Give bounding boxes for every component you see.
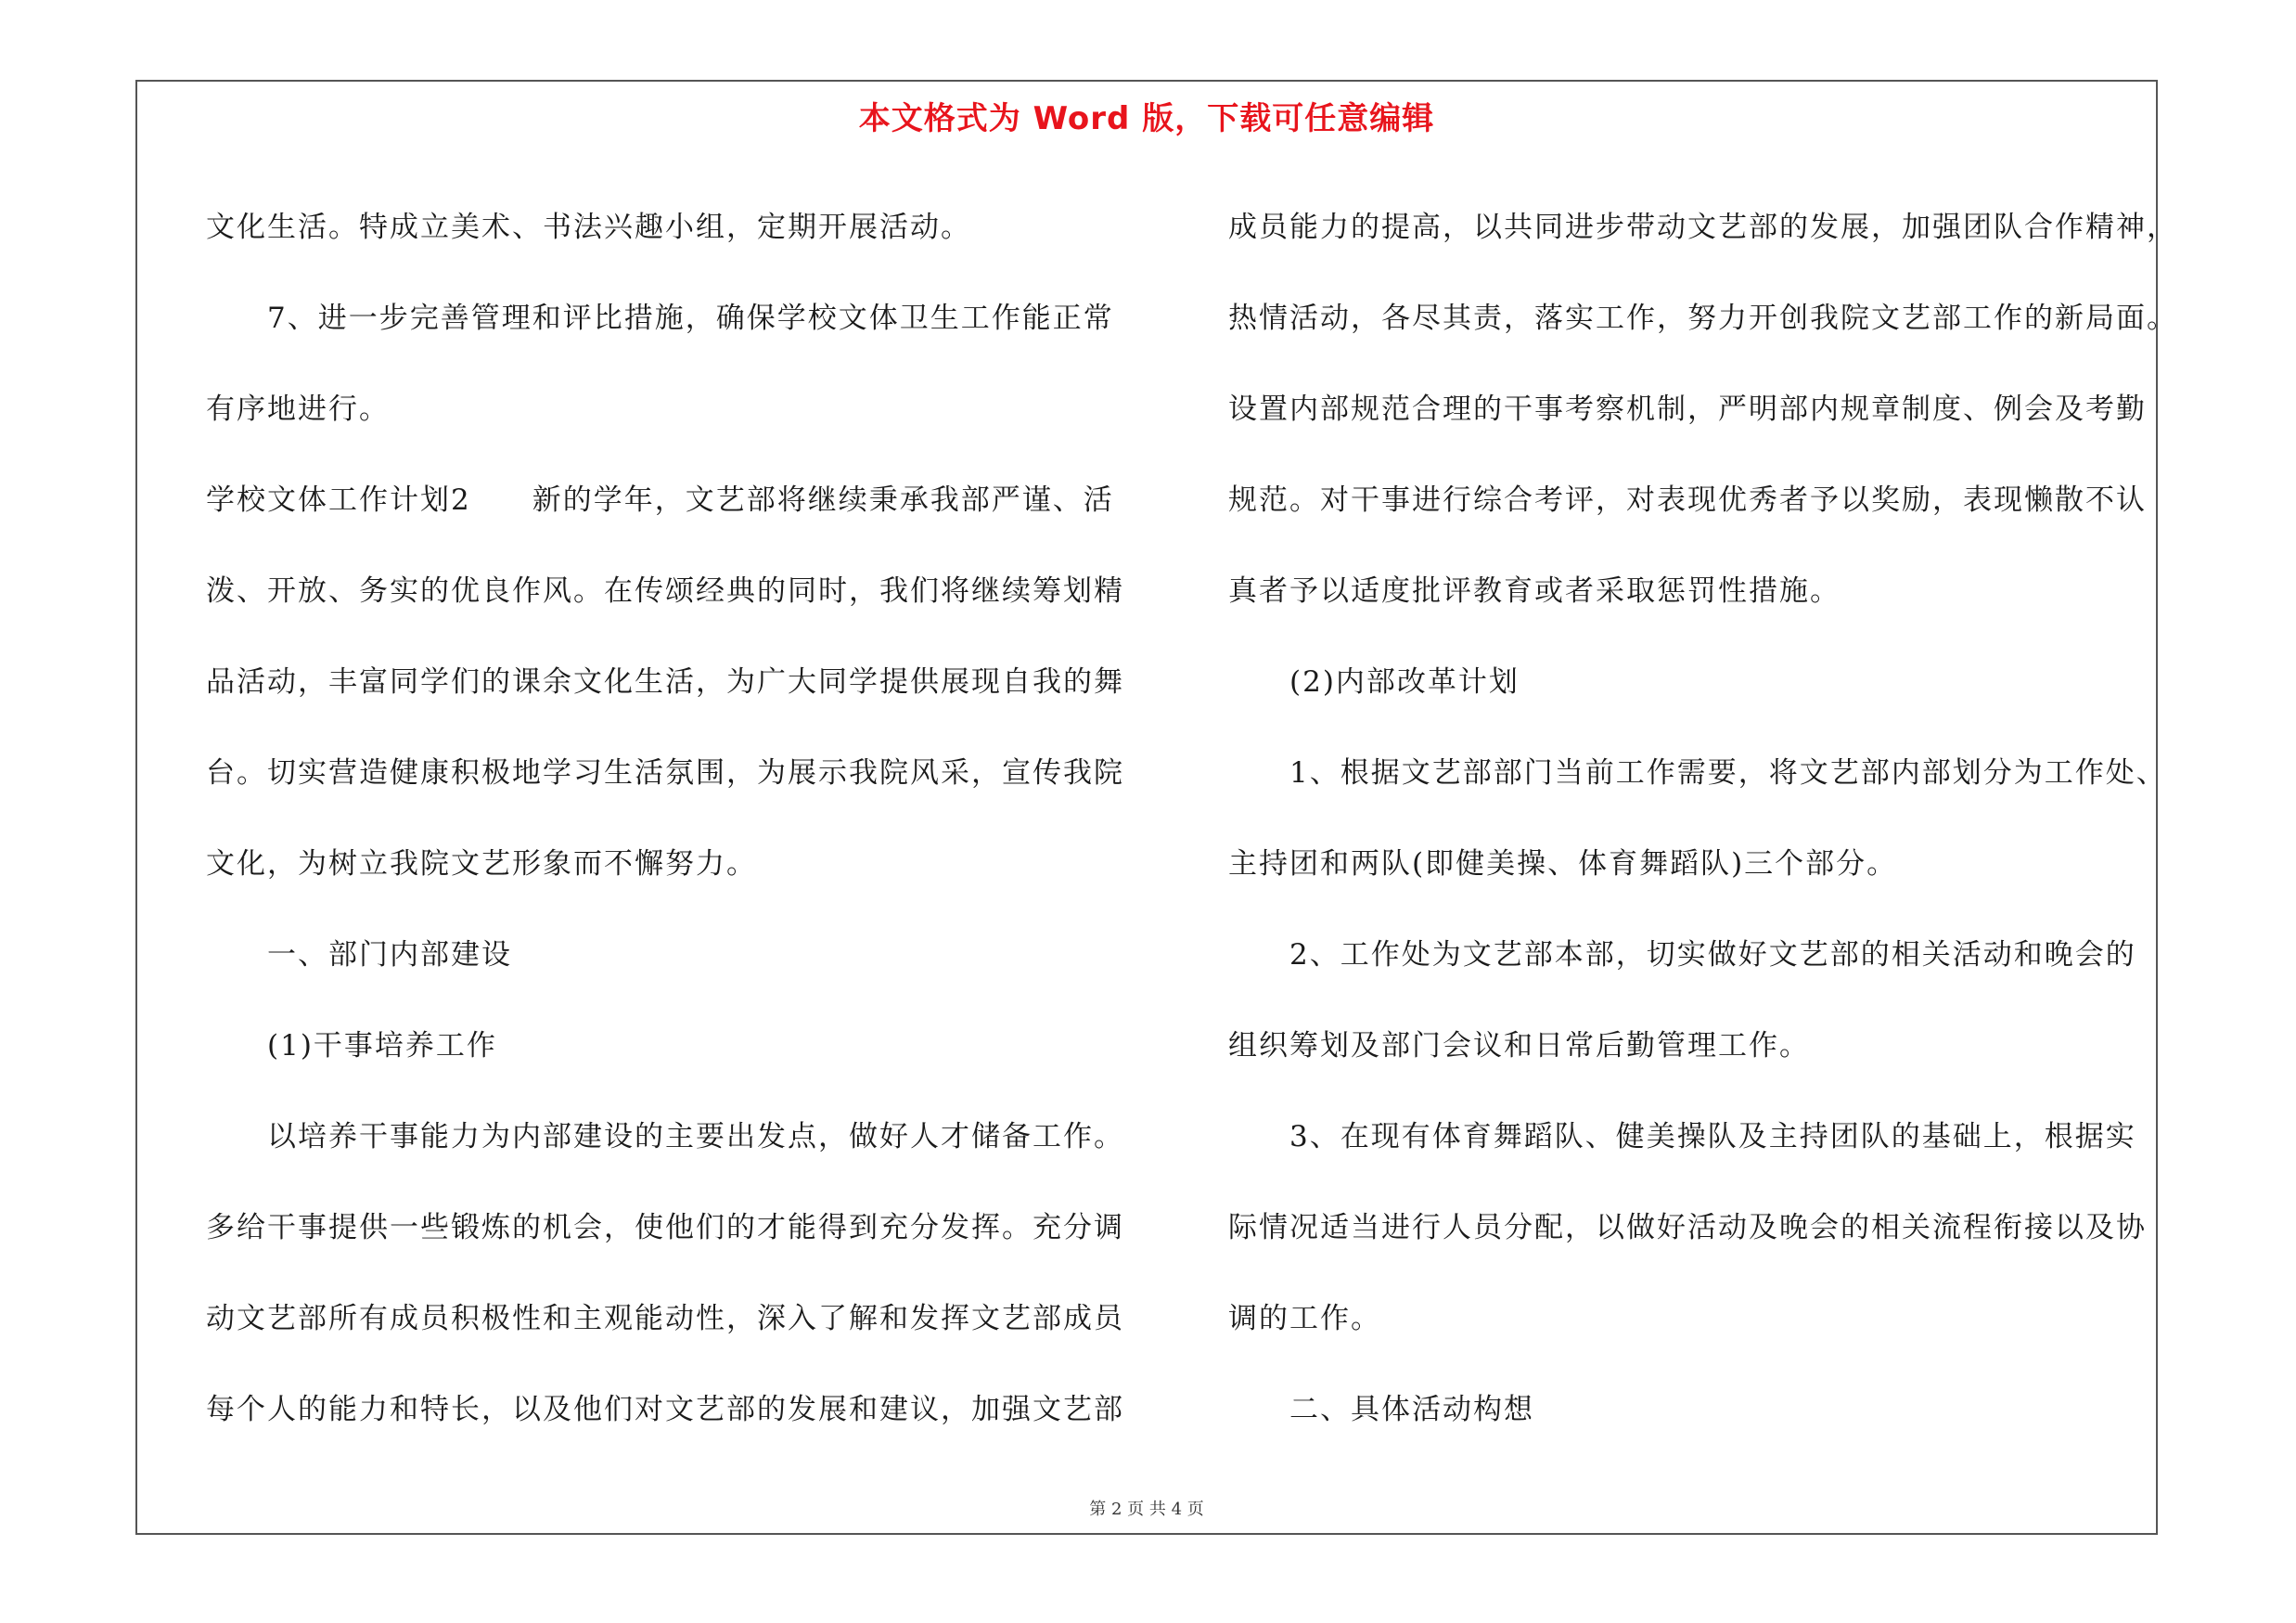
section-heading: 二、具体活动构想 bbox=[1289, 1393, 1534, 1426]
page-number: 第 2 页 共 4 页 bbox=[1089, 1500, 1204, 1519]
text-line: 每个人的能力和特长，以及他们对文艺部的发展和建议，加强文艺部 bbox=[206, 1393, 1124, 1426]
text-line: 学校文体工作计划2 新的学年，文艺部将继续秉承我部严谨、活 bbox=[206, 483, 1114, 517]
text-line: 际情况适当进行人员分配，以做好活动及晚会的相关流程衔接以及协 bbox=[1228, 1211, 2147, 1244]
document-page bbox=[135, 80, 2177, 1535]
text-line: 动文艺部所有成员积极性和主观能动性，深入了解和发挥文艺部成员 bbox=[206, 1302, 1124, 1335]
text-line: 文化生活。特成立美术、书法兴趣小组，定期开展活动。 bbox=[206, 211, 971, 244]
format-banner: 本文格式为 Word 版，下载可任意编辑 bbox=[858, 100, 1435, 137]
text-line: 调的工作。 bbox=[1228, 1302, 1381, 1335]
text-line: 有序地进行。 bbox=[206, 393, 390, 426]
text-line: 组织筹划及部门会议和日常后勤管理工作。 bbox=[1228, 1029, 1810, 1063]
text-line: 规范。对干事进行综合考评，对表现优秀者予以奖励，表现懒散不认 bbox=[1228, 483, 2147, 517]
text-line: 1、根据文艺部部门当前工作需要，将文艺部内部划分为工作处、 bbox=[1289, 756, 2167, 790]
text-line: 设置内部规范合理的干事考察机制，严明部内规章制度、例会及考勤 bbox=[1228, 393, 2147, 426]
text-line: 3、在现有体育舞蹈队、健美操队及主持团队的基础上，根据实 bbox=[1289, 1120, 2136, 1153]
text-line: 2、工作处为文艺部本部，切实做好文艺部的相关活动和晚会的 bbox=[1289, 938, 2136, 972]
text-line: 主持团和两队(即健美操、体育舞蹈队)三个部分。 bbox=[1228, 847, 1898, 881]
text-line: 7、进一步完善管理和评比措施，确保学校文体卫生工作能正常 bbox=[267, 302, 1114, 335]
text-line: 以培养干事能力为内部建设的主要出发点，做好人才储备工作。 bbox=[267, 1120, 1124, 1153]
text-line: 真者予以适度批评教育或者采取惩罚性措施。 bbox=[1228, 574, 1841, 608]
text-line: 泼、开放、务实的优良作风。在传颂经典的同时，我们将继续筹划精 bbox=[206, 574, 1124, 608]
right-column bbox=[1228, 182, 2296, 1455]
text-line: 热情活动，各尽其责，落实工作，努力开创我院文艺部工作的新局面。 bbox=[1228, 302, 2177, 335]
text-line: 文化，为树立我院文艺形象而不懈努力。 bbox=[206, 847, 757, 881]
left-column bbox=[206, 182, 1171, 1455]
text-line: 台。切实营造健康积极地学习生活氛围，为展示我院风采，宣传我院 bbox=[206, 756, 1124, 790]
text-line: 成员能力的提高，以共同进步带动文艺部的发展，加强团队合作精神， bbox=[1228, 211, 2177, 244]
section-heading: 一、部门内部建设 bbox=[267, 938, 512, 972]
subsection-heading: (2)内部改革计划 bbox=[1289, 665, 1520, 699]
text-line: 品活动，丰富同学们的课余文化生活，为广大同学提供展现自我的舞 bbox=[206, 665, 1124, 699]
text-line: 多给干事提供一些锻炼的机会，使他们的才能得到充分发挥。充分调 bbox=[206, 1211, 1124, 1244]
subsection-heading: (1)干事培养工作 bbox=[267, 1029, 497, 1063]
